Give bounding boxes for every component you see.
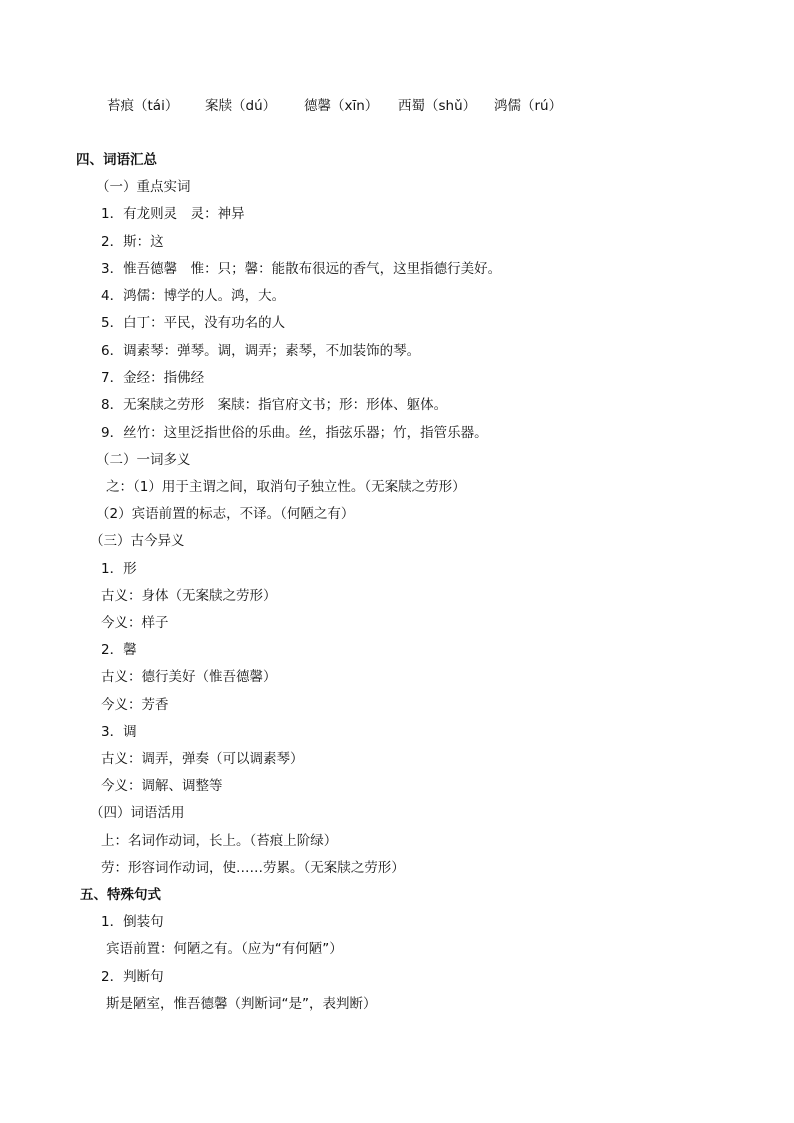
- list-item: 5．白丁：平民，没有功名的人: [101, 315, 286, 331]
- text-line: （2）宾语前置的标志，不译。（何陋之有）: [96, 506, 355, 522]
- text-line: 古义：调弄，弹奏（可以调素琴）: [101, 751, 304, 767]
- subsection-heading: （二）一词多义: [96, 452, 191, 468]
- pronunciation-item: 苔痕（tái）: [107, 98, 179, 114]
- text-line: 今义：芳香: [101, 697, 169, 713]
- list-item: 4．鸿儒：博学的人。鸿，大。: [101, 288, 286, 304]
- list-item: 7．金经：指佛经: [101, 370, 205, 386]
- text-line: 劳：形容词作动词，使……劳累。（无案牍之劳形）: [101, 860, 405, 876]
- text-line: 宾语前置：何陋之有。（应为“有何陋”）: [106, 941, 343, 957]
- text-line: 之：（1）用于主谓之间，取消句子独立性。（无案牍之劳形）: [106, 479, 466, 495]
- subsection-heading: （四）词语活用: [90, 805, 185, 821]
- text-line: 上：名词作动词，长上。（苔痕上阶绿）: [101, 833, 338, 849]
- list-item: 3．惟吾德馨 惟：只；馨：能散布很远的香气，这里指德行美好。: [101, 261, 502, 277]
- section-heading: 五、特殊句式: [80, 887, 161, 903]
- text-line: 3．调: [101, 724, 137, 740]
- section-heading: 四、词语汇总: [76, 152, 157, 168]
- text-line: 2．判断句: [101, 969, 164, 985]
- subsection-heading: （三）古今异义: [90, 533, 185, 549]
- pronunciation-item: 案牍（dú）: [205, 98, 277, 114]
- list-item: 9．丝竹：这里泛指世俗的乐曲。丝，指弦乐器；竹，指管乐器。: [101, 425, 488, 441]
- list-item: 1．有龙则灵 灵：神异: [101, 206, 245, 222]
- list-item: 8．无案牍之劳形 案牍：指官府文书；形：形体、躯体。: [101, 397, 448, 413]
- pronunciation-item: 德馨（xīn）: [304, 98, 379, 114]
- text-line: 今义：调解、调整等: [101, 778, 223, 794]
- pronunciation-item: 鸿儒（rú）: [494, 98, 563, 114]
- text-line: 古义：德行美好（惟吾德馨）: [101, 669, 277, 685]
- text-line: 今义：样子: [101, 615, 169, 631]
- text-line: 古义：身体（无案牍之劳形）: [101, 588, 277, 604]
- pronunciation-item: 西蜀（shǔ）: [398, 98, 477, 114]
- text-line: 2．馨: [101, 642, 137, 658]
- text-line: 1．倒装句: [101, 914, 164, 930]
- text-line: 斯是陋室，惟吾德馨（判断词“是”，表判断）: [106, 996, 377, 1012]
- subsection-heading: （一）重点实词: [96, 179, 191, 195]
- list-item: 6．调素琴：弹琴。调，调弄；素琴，不加装饰的琴。: [101, 343, 421, 359]
- list-item: 2．斯：这: [101, 234, 164, 250]
- text-line: 1．形: [101, 561, 137, 577]
